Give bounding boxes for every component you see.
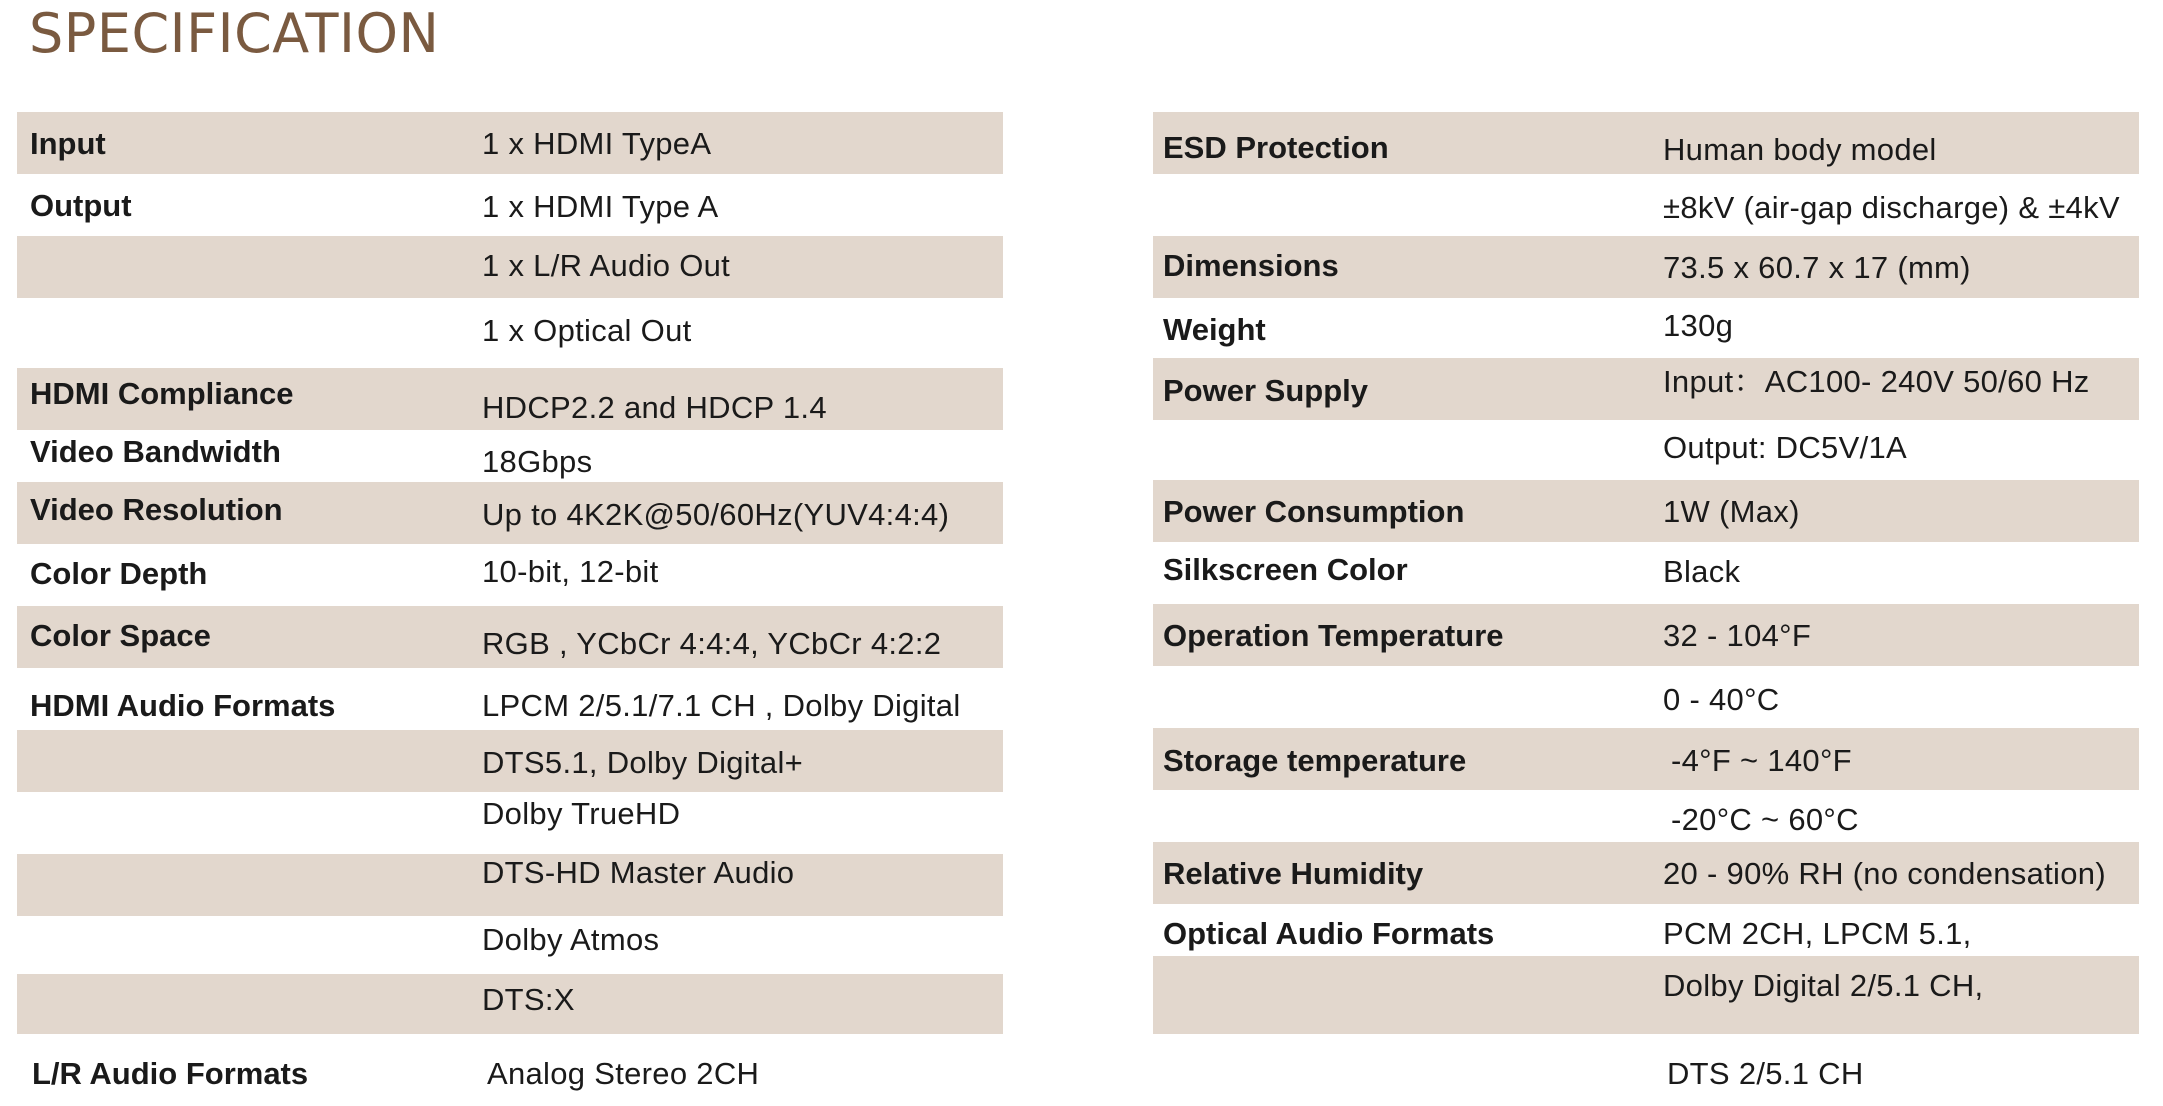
spec-value: ±8kV (air-gap discharge) & ±4kV (1663, 190, 2120, 225)
spec-row (1153, 542, 2139, 604)
spec-row (1153, 842, 2139, 904)
spec-row (1153, 666, 2139, 728)
spec-row (1153, 298, 2139, 358)
spec-row (1153, 480, 2139, 542)
spec-value: 0 - 40°C (1663, 682, 1780, 717)
spec-row (17, 298, 1003, 368)
spec-row (1153, 1034, 2139, 1096)
spec-row (17, 236, 1003, 298)
spec-value: PCM 2CH, LPCM 5.1, (1663, 916, 1972, 951)
spec-label: Output (30, 188, 132, 223)
spec-value: Dolby Atmos (482, 922, 660, 957)
spec-row (17, 544, 1003, 606)
spec-label: Color Depth (30, 556, 208, 591)
spec-row (17, 1034, 1003, 1096)
spec-value: 20 - 90% RH (no condensation) (1663, 856, 2106, 891)
spec-row (17, 974, 1003, 1034)
spec-value: 18Gbps (482, 444, 593, 479)
spec-value: Output: DC5V/1A (1663, 430, 1908, 465)
spec-value: Input：AC100- 240V 50/60 Hz (1663, 364, 2090, 399)
spec-row (17, 112, 1003, 174)
spec-label: Storage temperature (1163, 743, 1467, 778)
spec-value: HDCP2.2 and HDCP 1.4 (482, 390, 827, 425)
spec-value: -4°F ~ 140°F (1671, 743, 1852, 778)
spec-row (1153, 904, 2139, 956)
spec-value: -20°C ~ 60°C (1671, 802, 1859, 837)
spec-row (1153, 604, 2139, 666)
spec-label: Input (30, 126, 106, 161)
spec-value: DTS-HD Master Audio (482, 855, 795, 890)
spec-value: Dolby TrueHD (482, 796, 681, 831)
spec-label: Video Resolution (30, 492, 283, 527)
spec-row (17, 482, 1003, 544)
spec-value: 1 x Optical Out (482, 313, 692, 348)
spec-value: DTS5.1, Dolby Digital+ (482, 745, 804, 780)
spec-value: 1 x HDMI TypeA (482, 126, 712, 161)
spec-row (17, 368, 1003, 430)
spec-value: Dolby Digital 2/5.1 CH, (1663, 968, 1984, 1003)
spec-value: 10-bit, 12-bit (482, 554, 659, 589)
spec-value: DTS 2/5.1 CH (1667, 1056, 1864, 1091)
spec-label: Color Space (30, 618, 211, 653)
spec-value: 32 - 104°F (1663, 618, 1812, 653)
spec-row (1153, 956, 2139, 1034)
spec-value: 73.5 x 60.7 x 17 (mm) (1663, 250, 1971, 285)
spec-value: 1W (Max) (1663, 494, 1800, 529)
spec-value: Up to 4K2K@50/60Hz(YUV4:4:4) (482, 497, 950, 532)
spec-value: DTS:X (482, 982, 575, 1017)
spec-value: RGB , YCbCr 4:4:4, YCbCr 4:2:2 (482, 626, 942, 661)
spec-label: L/R Audio Formats (32, 1056, 309, 1091)
spec-label: Weight (1163, 312, 1266, 347)
spec-label: Optical Audio Formats (1163, 916, 1495, 951)
spec-label: Operation Temperature (1163, 618, 1504, 653)
spec-label: HDMI Audio Formats (30, 688, 336, 723)
spec-label: HDMI Compliance (30, 376, 294, 411)
spec-row (17, 606, 1003, 668)
spec-row (1153, 112, 2139, 174)
spec-row (17, 668, 1003, 730)
spec-value: 1 x L/R Audio Out (482, 248, 731, 283)
spec-row (1153, 236, 2139, 298)
page-title: SPECIFICATION (29, 2, 440, 65)
spec-row (1153, 790, 2139, 842)
spec-row (1153, 174, 2139, 236)
spec-label: Dimensions (1163, 248, 1339, 283)
spec-value: LPCM 2/5.1/7.1 CH , Dolby Digital (482, 688, 961, 723)
spec-label: Video Bandwidth (30, 434, 281, 469)
spec-label: Power Supply (1163, 373, 1368, 408)
spec-row (17, 916, 1003, 974)
spec-label: Power Consumption (1163, 494, 1465, 529)
spec-row (17, 174, 1003, 236)
spec-row (1153, 358, 2139, 420)
spec-value: Human body model (1663, 132, 1937, 167)
spec-label: ESD Protection (1163, 130, 1389, 165)
spec-row (17, 730, 1003, 792)
spec-value: Analog Stereo 2CH (487, 1056, 760, 1091)
spec-row (1153, 728, 2139, 790)
spec-row (1153, 420, 2139, 480)
spec-value: Black (1663, 554, 1741, 589)
spec-label: Silkscreen Color (1163, 552, 1408, 587)
spec-label: Relative Humidity (1163, 856, 1424, 891)
spec-row (17, 430, 1003, 482)
spec-row (17, 854, 1003, 916)
spec-value: 130g (1663, 308, 1734, 343)
spec-row (17, 792, 1003, 854)
spec-value: 1 x HDMI Type A (482, 189, 719, 224)
